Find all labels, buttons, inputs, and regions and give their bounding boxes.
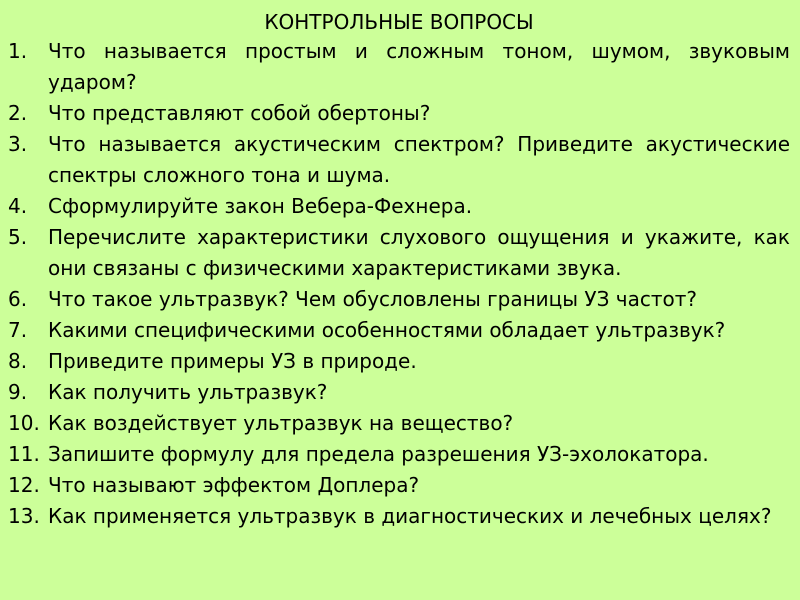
item-number: 1.: [8, 39, 28, 63]
list-item: [8, 315, 790, 346]
list-item: [8, 222, 790, 284]
item-number: 5.: [8, 225, 28, 249]
list-item: [8, 346, 790, 377]
item-number: 3.: [8, 132, 28, 156]
item-number: 8.: [8, 349, 28, 373]
item-number: 9.: [8, 380, 28, 404]
item-number: 6.: [8, 287, 28, 311]
item-text: Что называется акустическим спектром? Приведите акустические спектры сложного тона и шума.: [48, 132, 790, 187]
list-item: [8, 98, 790, 129]
questions-list: [8, 36, 790, 532]
item-number: 4.: [8, 194, 28, 218]
item-text: Как получить ультразвук?: [48, 380, 328, 404]
list-item: [8, 501, 790, 532]
list-item: [8, 470, 790, 501]
item-text: Как применяется ультразвук в диагностических и лечебных целях?: [48, 504, 772, 528]
item-text: Перечислите характеристики слухового ощущения и укажите, как они связаны с физическими характеристиками звука.: [48, 225, 790, 280]
item-text: Какими специфическими особенностями обладает ультразвук?: [48, 318, 726, 342]
item-number: 12.: [8, 473, 40, 497]
item-text: Что представляют собой обертоны?: [48, 101, 431, 125]
item-text: Что называется простым и сложным тоном, шумом, звуковым ударом?: [48, 39, 790, 94]
list-item: [8, 284, 790, 315]
item-number: 10.: [8, 411, 40, 435]
list-item: [8, 191, 790, 222]
item-number: 7.: [8, 318, 28, 342]
item-number: 13.: [8, 504, 40, 528]
item-text: Что называют эффектом Доплера?: [48, 473, 420, 497]
list-item: [8, 36, 790, 98]
item-number: 11.: [8, 442, 40, 466]
item-text: Приведите примеры УЗ в природе.: [48, 349, 417, 373]
item-number: 2.: [8, 101, 28, 125]
item-text: Сформулируйте закон Вебера-Фехнера.: [48, 194, 473, 218]
item-text: Что такое ультразвук? Чем обусловлены границы УЗ частот?: [48, 287, 698, 311]
list-item: [8, 439, 790, 470]
item-text: Как воздействует ультразвук на вещество?: [48, 411, 514, 435]
list-item: [8, 408, 790, 439]
item-text: Запишите формулу для предела разрешения УЗ-эхолокатора.: [48, 442, 709, 466]
list-item: [8, 377, 790, 408]
page-title: КОНТРОЛЬНЫЕ ВОПРОСЫ: [264, 10, 534, 34]
list-item: [8, 129, 790, 191]
